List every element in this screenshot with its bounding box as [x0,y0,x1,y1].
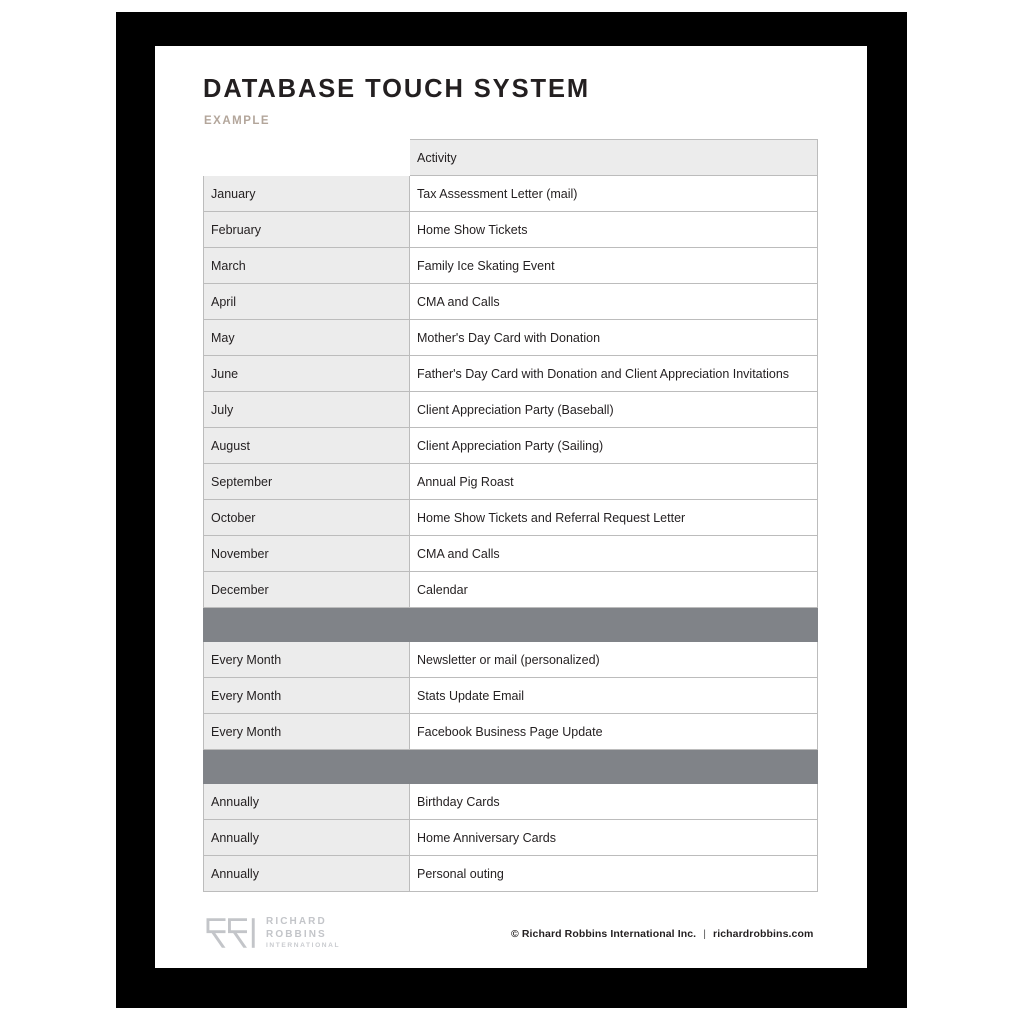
document-page [155,46,867,968]
cell-activity: Client Appreciation Party (Baseball) [410,392,818,428]
cell-activity: Father's Day Card with Donation and Client Appreciation Invitations [410,356,818,392]
table-row [204,714,818,750]
page-title: DATABASE TOUCH SYSTEM [203,75,591,103]
cell-period: Annually [204,856,410,892]
table-row [204,572,818,608]
column-header-period [204,140,410,176]
cell-activity: CMA and Calls [410,284,818,320]
table-row [204,642,818,678]
table-row [204,784,818,820]
table-row [204,820,818,856]
table-row [204,392,818,428]
cell-period: September [204,464,410,500]
cell-period: Annually [204,820,410,856]
cell-activity: Annual Pig Roast [410,464,818,500]
cell-period: December [204,572,410,608]
website-link[interactable]: richardrobbins.com [713,928,814,940]
cell-activity: Home Show Tickets and Referral Request Letter [410,500,818,536]
cell-period: Every Month [204,678,410,714]
cell-activity: Newsletter or mail (personalized) [410,642,818,678]
cell-activity: CMA and Calls [410,536,818,572]
cell-activity: Family Ice Skating Event [410,248,818,284]
table-row [204,856,818,892]
cell-activity: Personal outing [410,856,818,892]
divider-cell-activity [410,750,818,784]
cell-period: June [204,356,410,392]
cell-activity: Stats Update Email [410,678,818,714]
page-subtitle: EXAMPLE [204,115,271,127]
cell-activity: Mother's Day Card with Donation [410,320,818,356]
table-header-row [204,140,818,176]
table-row [204,464,818,500]
brand-name-line-3: INTERNATIONAL [266,942,341,950]
table-row [204,284,818,320]
copyright-text: © Richard Robbins International Inc. [511,928,697,940]
table-row [204,320,818,356]
table-row [204,500,818,536]
brand-name-line-1: RICHARD [266,916,327,927]
cell-period: April [204,284,410,320]
brand-logo [203,915,340,951]
cell-period: January [204,176,410,212]
table-body [204,176,818,892]
table-divider-row [204,608,818,642]
table-row [204,678,818,714]
rri-logo-icon [203,916,259,950]
cell-period: Every Month [204,642,410,678]
table-row [204,248,818,284]
cell-period: August [204,428,410,464]
brand-logo-wordmark [266,915,340,951]
divider-cell-activity [410,608,818,642]
table-row [204,536,818,572]
brand-name-line-2: ROBBINS [266,929,327,941]
column-header-activity: Activity [410,140,818,176]
table-row [204,428,818,464]
cell-period: February [204,212,410,248]
table-row [204,356,818,392]
page-footer [155,895,867,968]
table-header [204,140,818,176]
footer-separator: | [703,928,707,940]
cell-period: Every Month [204,714,410,750]
footer-copyright [511,928,813,940]
cell-period: March [204,248,410,284]
cell-activity: Tax Assessment Letter (mail) [410,176,818,212]
cell-period: Annually [204,784,410,820]
table-row [204,176,818,212]
cell-period: July [204,392,410,428]
divider-cell-period [204,750,410,784]
cell-activity: Home Show Tickets [410,212,818,248]
cell-activity: Facebook Business Page Update [410,714,818,750]
touch-system-table-wrapper [203,139,817,892]
touch-system-table [203,139,818,892]
cell-period: May [204,320,410,356]
cell-activity: Client Appreciation Party (Sailing) [410,428,818,464]
table-row [204,212,818,248]
cell-period: November [204,536,410,572]
cell-activity: Calendar [410,572,818,608]
divider-cell-period [204,608,410,642]
cell-activity: Home Anniversary Cards [410,820,818,856]
cell-period: October [204,500,410,536]
cell-activity: Birthday Cards [410,784,818,820]
table-divider-row [204,750,818,784]
